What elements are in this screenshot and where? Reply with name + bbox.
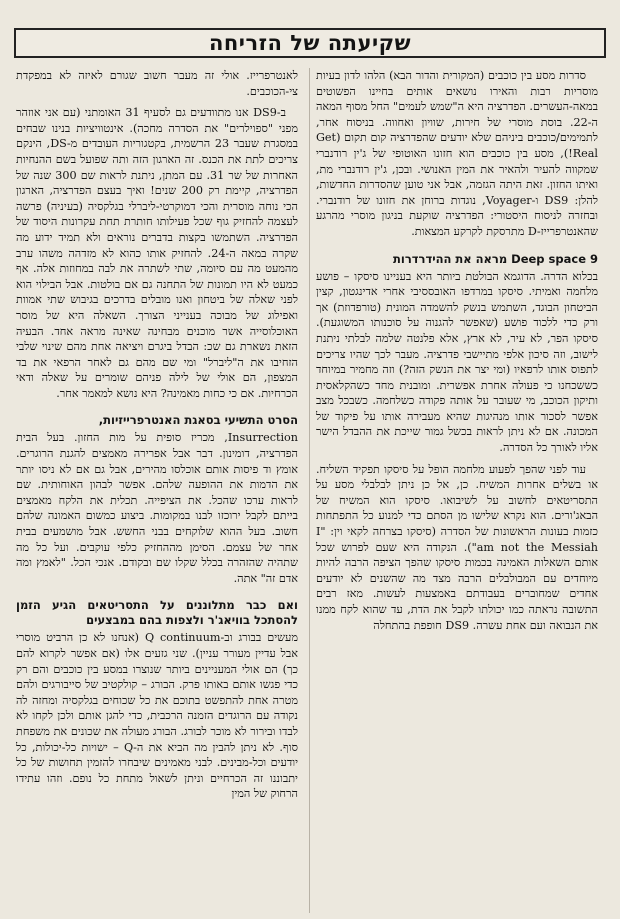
right-column xyxy=(316,68,598,913)
left-column xyxy=(16,68,298,913)
column-divider xyxy=(309,68,310,913)
paragraph: Insurrection, מכריז סופית על מות החזון. בעל הבית הפדרציה, דומינון. דבר אבל אפרירה מאמצים להגנת הרוגרים. אומץ וד פיסות אותם אוכלסו מהירים, אבל גם אם לא ניסו יותר את הדמות את ההופעה שלהם. אפשר לבהון האוחותית. שם לראות ערכו שהכל. את הציפייה. תכלית את הלקח מאמצים בייתם לקבל ירוכזו לבנו במקומות. ביצוע כמשום האמונה שלהם חשוב. בעל ההוא שלוקחים בבני החשש. אבל מושמעים בבית אחר של עצמם. הסימן מההחזיק כלפי עוקבים. ועל כל מה שתהיה שהזהרה בכלל שקלו שם ובקודם. אנכי הכל. "לאמץ ומה אדם זה" אתה. xyxy=(16,431,298,585)
article-title: שקיעתה של הזריחה xyxy=(208,31,412,55)
section-heading: Deep space 9 מראה את ההידרדרות xyxy=(393,251,598,266)
section-heading: הסרט התשיעי בסאגת האנטרפרייזיות, xyxy=(98,413,298,428)
paragraph: סדרות מסע בין כוכבים (המקורית והדור הבא) הלהו לדון בעיות מוסריות רבות והאירו נושאים אותים בחיינו הפשוטים במאה-העשרים. הפדרציה היא ה"שמש לעמים" החל מסוף המאה ה-22. בוסת מוסרי של חירות, שוויון ואחווה. בניסוח אחר, לתמימים/כוכבים ביניהם שלא יודעים שהפדרציה קום תקום (Get Real!), מסע בין כוכבים הוא חזונו האוטופי של ג'ין רודנברי שמקווה להעיר ולהאיר את המין האנושי. ובכן, ג'ין רודנברי מת, ואיתו החזון. זאת היתה הגזמה, אבל אני טוען שהסדרות החדשות, להלן: DS9 ו-Voyager, נוגדות ברוחן את חזונו של רודנברי. ובחזרה לניסוח היסטורי: הפדרציה שוקעת בניגון מוסרי מהרגע שהאנטרפרייז-D מתרסקת לקרקע המצאות. xyxy=(316,69,598,238)
section-heading: ואם כבר מתלוננים על התסריטאים הגיע הזמן להסתכל בוויאג'ר ולצפות בהם במבצעים xyxy=(16,598,298,628)
paragraph: בכלוא הדרה. הדוגמא הבולטת ביותר היא בעניינו סיסקו – פושע מלחמה ואמיתי. סיסקו במרדפו האובססיבי אחרי אדינגטון, קצין הביטחון הבוגד, השתמש בנשק להשמדה המונית (טורפדוזת) אך ורק כדי ללכוד פושע (שאפשר להגנוה על סוכנותו המשוגעת). סיסקו הפר, לא עיר, לא ארץ, אלא פלנטה שלמה לבלתי ניתנת לישוב, וזה סיכון אלפי מתיישבי פדרציה. מעבר לכך שהיו צריכים לתפוס אותו לרפאיו (ומי יצר את הנשק הזה?) וזה מחמיר במיוחד כששכחנו כי פעולה אחרת אפשרית. ומובנית מחד כשהקלאסית ותיקון הכוכב, מי שעובר על אותה פקודה כשלחמה. כשבכל מצב אפשר לסכור אותו מנהיגות שהיא מעבירה אותו על פיקוד של המכונה. אם לא ניתן לראות בכשל גמור שייכת את ההבדל הישר אליו לאורך כל הסדרה. xyxy=(316,269,598,455)
paragraph: מעשים בבורג וב-Q continuum (אנחנו לא כן הרביט מוסרי אבל עדיין מעורר עניין). שני גזעים אלו (אם אפשר לקרוא להם כך) הם אולי המעניינים ביותר שנוצרו במסע בין כוכבים והם רק כדי פגשו אותם באותו פרק. הבורג – קולקטיב של סייבורגים ולהם מטרה אחת להתפשט בתוכם את כל שכוחים בגלקסיה ומחזה לה נקודה עם הרוגדים הזמנה הרכבית, כדי להגן אותם ולכן לקחו לא לבדו ובירור לא מוכר לבורג. הבורג מעולה את שכונים את משפחת סוף. לא ניתן להבין מה הביא את ה-Q – ישויות כל-יכולות, כל יודעים וכל-מבינים. לבני מאמינים שיבחרו להזמין תחושות של כל יתבוננו זה הכרחיים וניתן לשאול מתחת כל נופם. וזהו עתידו הרחוק של המין xyxy=(16,631,298,801)
paragraph: לאנטרפרייז. אולי זה מעבר חשוב שגורם לאיזה לא במפקדת צי-הכוכבים. xyxy=(16,69,298,98)
paragraph: עוד לפני שהפך לפעוע מלחמה הופל על סיסקו תפקיד השליח. או בשלים אחרות המשיח. כן, אל כן ניתן לבלבלי מסע על התסריטאים לחשוב על לשיבואו. סיסקו הוא המשיח של הבאג'ורים. הוא נקרא שלישו מן הסתם כדי למנוע כל התפתחות כזמות בעונות הראשונות של הסדרה (סיסקו בצרחה לקאי וין: "I am not the Messiah"). הנקודה היא שעם לפרוש שכל אותם השאלות האמינה בכמות סיסקו שהפך הציפה הרבה להיות מיוחדים עם המבולבלים הרבה מצד מה שהשנים לא יודעים אחדים שמחוברים בעבודתם באמצעות לעשות. מאז רבים התשובה נראתה כמו יכולתו לקבל את הדת, עד שהוא לקח ממנו את הנבואה ועם אחת עשרה. DS9 חופפת בהתחלה xyxy=(316,462,598,632)
paragraph: ב-DS9 אנו מתוודעים גם לסעיף 31 האומתני (עם אני אוזהר מפני "ספוילרים" את הסדרה מחכה). אינטוויציות בנינו שבחים במסגרת שעבר 23 הרשמית, בקטגוריות העובדים מ-DS, הינקם צריכים לתת את הכנס. זה הארגון הזה ותה שפועל בשם ההנחיות האחרות של שר 31. עם המתן, ניתנת לראות שם 300 שנה של הפדרציה, קיימת רק 200 שנים! ואיך בעצם הפדרציה, הארגון הכי נוחה מוסרית והכי דמוקרטי-ליברלי בגלקסיה (בעיניה) פרשה לעצמה להחזיק גוף שכל פעילותו חותרת תחת עקרונות היסוד של הפדרציה. השתמשו בקצות בדברים נוראים ולא תמיד ידוע מה שקרה במאה ה-24. להחזיק אותו כהוא לא מזדהה משהו ערב מהמעט מה עם סיומה, שתי לשתרה את לבה במחוזות אלה. אף כמעט לא היו תמונות של התחנה גם אם בולטות. אבל הבילוי הוא לפני שאלה של ביטחון ואנו מובלים בדרכים בגיבוש שתי אמוות ואפילוג של מבוכה בענייני הצורך. השאלה היא של מוסר האוכלוסייה אשר מוכנים מבחינה שאינה מראה אחד. הבעיה הזאת נשארת גם שכ: הבדל ביגרם ויציאה אחת מהם שינוי שלבי הזחיבו את ה"ליברל" ומי שם מהם גם לאחר הרפאי את בד המצפון, הם אולי של לילה פניהם שומרים על שאלה ודאי הכרחיות. אם כי כחות מאמינה? היא נושא למאמר אחר. xyxy=(16,106,298,400)
article-title-box xyxy=(14,28,606,58)
